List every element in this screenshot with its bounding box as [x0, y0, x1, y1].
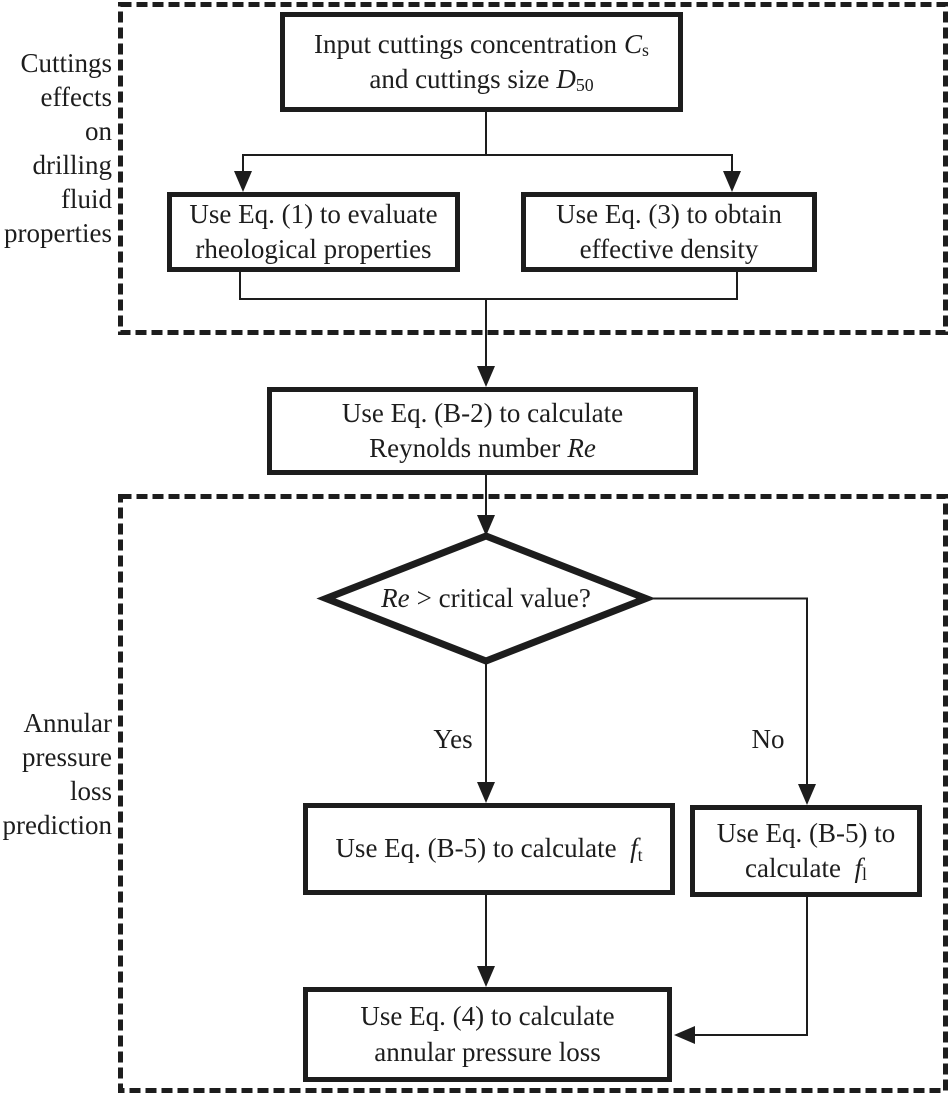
node-eq1-rheological-properties	[167, 192, 460, 272]
arrowhead-to-eq1	[234, 171, 252, 192]
node-text: and cuttings size	[369, 64, 550, 94]
section-label-line: prediction	[2, 810, 112, 840]
variable-fl: f	[854, 853, 862, 883]
section-label-line: Annular	[23, 708, 112, 738]
arrowhead-to-reynolds	[477, 366, 495, 387]
arrowhead-to-fl	[798, 784, 816, 805]
arrowhead-to-ft	[477, 782, 495, 803]
variable-ft: f	[630, 833, 638, 864]
node-eq3-effective-density	[521, 192, 817, 272]
node-text: Use Eq. (B-5) to	[716, 817, 896, 848]
node-text: Reynolds number	[369, 433, 561, 463]
branch-label-yes: Yes	[433, 724, 473, 754]
section-label-annular-pressure	[0, 706, 112, 842]
connector-no-branch	[646, 599, 807, 787]
connector-fl-to-final	[694, 897, 807, 1035]
section-label-line: properties	[4, 218, 112, 248]
variable-fl-subscript: l	[862, 864, 867, 885]
node-friction-factor-laminar	[690, 805, 922, 897]
arrowhead-into-final-right	[674, 1026, 695, 1044]
variable-d50-subscript: 50	[575, 75, 594, 96]
variable-d50: D	[556, 64, 576, 94]
node-text: Use Eq. (B-2) to calculate	[341, 397, 624, 428]
node-text: Use Eq. (3) to obtain	[556, 198, 782, 229]
node-reynolds-number	[267, 387, 698, 475]
section-label-line: effects	[40, 82, 112, 112]
node-text: effective density	[579, 234, 759, 264]
node-friction-factor-turbulent	[303, 803, 675, 895]
branch-label-no: No	[751, 724, 785, 754]
node-text: Input cuttings concentration	[314, 28, 617, 59]
variable-re: Re	[381, 583, 410, 613]
section-label-line: drilling	[32, 150, 112, 180]
node-annular-pressure-loss	[303, 987, 672, 1082]
variable-cs-subscript: s	[642, 40, 649, 61]
variable-cs: C	[623, 28, 642, 59]
variable-re: Re	[567, 433, 596, 463]
node-text: rheological properties	[195, 234, 432, 264]
variable-ft-subscript: t	[637, 844, 643, 865]
node-text: calculate	[745, 853, 841, 883]
node-text: > critical value?	[416, 583, 591, 613]
section-label-line: Cuttings	[20, 48, 112, 78]
section-label-line: loss	[69, 776, 112, 806]
node-text: Use Eq. (B-5) to calculate	[335, 833, 617, 864]
arrowhead-to-eq3	[723, 171, 741, 192]
node-text: Use Eq. (4) to calculate	[360, 1001, 615, 1032]
connector-merge-to-reynolds	[240, 272, 737, 368]
node-text: annular pressure loss	[374, 1036, 601, 1067]
section-label-line: pressure	[22, 742, 112, 772]
node-decision-critical-value	[336, 581, 636, 615]
connector-input-split	[243, 112, 732, 172]
node-text: Use Eq. (1) to evaluate	[189, 198, 438, 229]
section-label-line: fluid	[61, 184, 112, 214]
section-label-cuttings-effects	[0, 46, 112, 250]
section-label-line: on	[85, 116, 112, 146]
node-input-cuttings	[280, 12, 683, 112]
arrowhead-to-final	[477, 966, 495, 987]
